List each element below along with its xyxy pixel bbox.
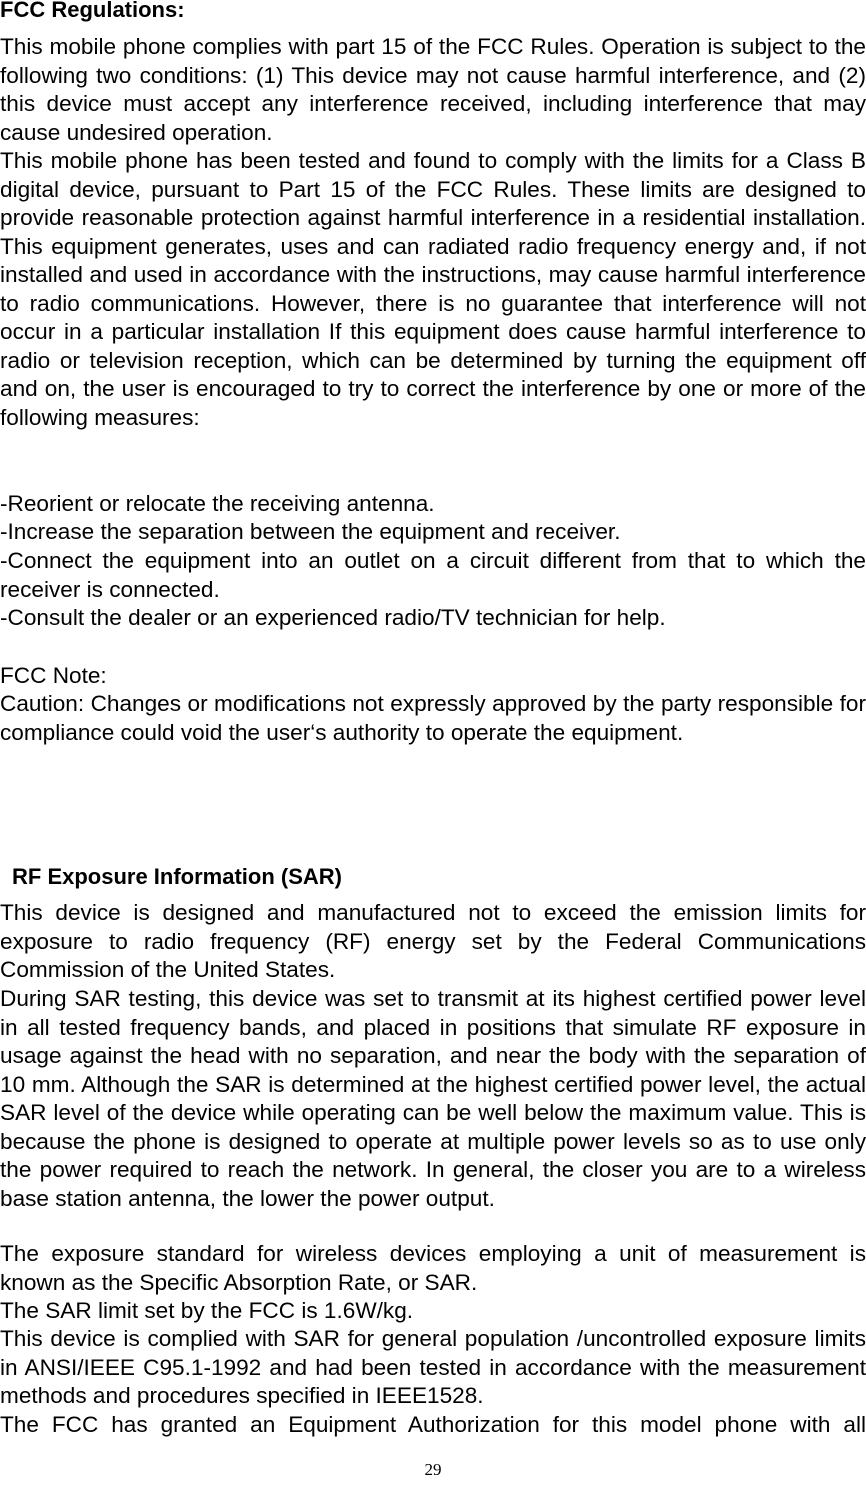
measure-item: -Increase the separation between the equipment and receiver.	[0, 519, 621, 544]
sar-paragraph-1: This device is designed and manufactured not to exceed the emission limits for exposure to radio frequency (RF) energy set by the Federal Communications Commission of the United States.	[0, 900, 866, 982]
sar-paragraph-5: This device is complied with SAR for general population /uncontrolled exposure limits in ANSI/IEEE C95.1-1992 and had been tested in accordance with the measurement methods and procedures specified in IEEE1528.	[0, 1326, 866, 1408]
fcc-note-label: FCC Note:	[0, 663, 107, 688]
measure-item: -Consult the dealer or an experienced radio/TV technician for help.	[0, 605, 666, 630]
fcc-paragraph-2: This mobile phone has been tested and found to comply with the limits for a Class B digital device, pursuant to Part 15 of the FCC Rules. These limits are designed to provide reasonable protection against harmful interference in a residential installation. This equipment generates, uses and can radiated radio frequency energy and, if not installed and used in accordance with the instructions, may cause harmful interference to radio communications. However, there is no guarantee that interference will not occur in a particular installation If this equipment does cause harmful interference to radio or television reception, which can be determined by turning the equipment off and on, the user is encouraged to try to correct the interference by one or more of the following measures:	[0, 148, 866, 430]
sar-heading: RF Exposure Information (SAR)	[12, 864, 343, 889]
fcc-caution: Caution: Changes or modifications not expressly approved by the party responsible for compliance could void the user‘s authority to operate the equipment.	[0, 691, 866, 745]
sar-paragraph-2: During SAR testing, this device was set to transmit at its highest certified power level in all tested frequency bands, and placed in positions that simulate RF exposure in usage against the head with no separation, and near the body with the separation of 10 mm. Although the SAR is determined at the highest certified power level, the actual SAR level of the device while operating can be well below the maximum value. This is because the phone is designed to operate at multiple power levels so as to use only the power required to reach the network. In general, the closer you are to a wireless base station antenna, the lower the power output.	[0, 986, 866, 1211]
fcc-paragraph-1: This mobile phone complies with part 15 of the FCC Rules. Operation is subject to the following two conditions: (1) This device may not cause harmful interference, and (2) this device must accept any interference received, including interference that may cause undesired operation.	[0, 34, 866, 145]
page-number: 29	[424, 1460, 442, 1479]
sar-paragraph-3: The exposure standard for wireless devices employing a unit of measurement is known as the Specific Absorption Rate, or SAR.	[0, 1241, 866, 1295]
sar-paragraph-4: The SAR limit set by the FCC is 1.6W/kg.	[0, 1298, 414, 1323]
measure-item: -Connect the equipment into an outlet on a circuit different from that to which the receiver is connected.	[0, 548, 866, 602]
measure-item: -Reorient or relocate the receiving antenna.	[0, 491, 435, 516]
sar-paragraph-6: The FCC has granted an Equipment Authorization for this model phone with all	[0, 1412, 866, 1437]
fcc-regulations-heading: FCC Regulations:	[0, 0, 185, 22]
